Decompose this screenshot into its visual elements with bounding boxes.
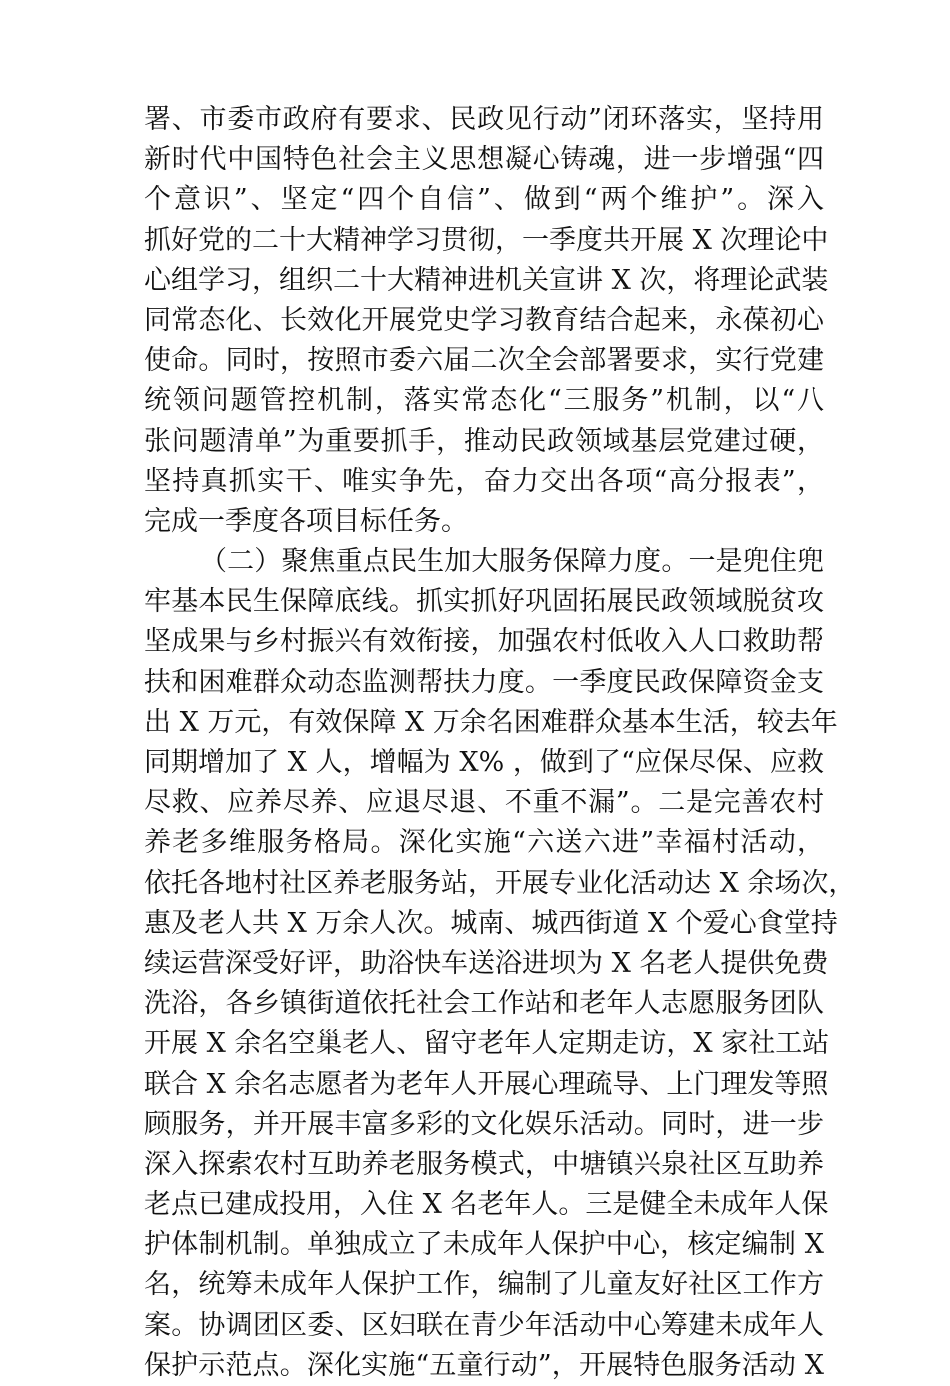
text-line: 惠及老人共 X 万余人次。城南、城西街道 X 个爱心食堂持 (144, 907, 838, 939)
text-line: 牢基本民生保障底线。抓实抓好巩固拓展民政领域脱贫攻 (144, 586, 824, 618)
document-body (144, 100, 856, 1386)
text-line: 开展 X 余名空巢老人、留守老年人定期走访，X 家社工站 (144, 1028, 830, 1060)
text-line: 抓好党的二十大精神学习贯彻，一季度共开展 X 次理论中 (144, 224, 829, 256)
text-line: 扶和困难群众动态监测帮扶力度。一季度民政保障资金支 (144, 666, 824, 698)
text-line: 护体制机制。单独成立了未成年人保护中心，核定编制 X (144, 1229, 824, 1261)
text-line: 坚成果与乡村振兴有效衔接，加强农村低收入人口救助帮 (144, 626, 824, 658)
text-line: 续运营深受好评，助浴快车送浴进坝为 X 名老人提供免费 (144, 947, 829, 979)
text-line: 统领问题管控机制，落实常态化“三服务”机制，以“八 (144, 385, 824, 417)
text-line: 老点已建成投用，入住 X 名老年人。三是健全未成年人保 (144, 1189, 829, 1221)
text-line: 完成一季度各项目标任务。 (144, 505, 468, 537)
text-line: 尽救、应养尽养、应退尽退、不重不漏”。二是完善农村 (144, 787, 824, 819)
text-line: 深入探索农村互助养老服务模式，中塘镇兴泉社区互助养 (144, 1148, 824, 1180)
text-line: 个意识”、坚定“四个自信”、做到“两个维护”。深入 (144, 184, 824, 216)
text-line: 同常态化、长效化开展党史学习教育结合起来，永葆初心 (144, 304, 824, 336)
text-line: 坚持真抓实干、唯实争先，奋力交出各项“高分报表”， (144, 465, 824, 497)
text-line: 保护示范点。深化实施“五童行动”，开展特色服务活动 X (144, 1349, 824, 1381)
text-line: 名，统筹未成年人保护工作，编制了儿童友好社区工作方 (144, 1269, 824, 1301)
text-line: 养老多维服务格局。深化实施“六送六进”幸福村活动， (144, 827, 824, 859)
text-line: 顾服务，并开展丰富多彩的文化娱乐活动。同时，进一步 (144, 1108, 824, 1140)
text-line: 署、市委市政府有要求、民政见行动”闭环落实，坚持用 (144, 104, 824, 135)
text-line: 同期增加了 X 人，增幅为 X% ，做到了“应保尽保、应救 (144, 747, 824, 778)
text-line: 依托各地村社区养老服务站，开展专业化活动达 X 余场次， (144, 867, 856, 899)
text-line: 洗浴，各乡镇街道依托社会工作站和老年人志愿服务团队 (144, 988, 824, 1020)
text-line: 张问题清单”为重要抓手，推动民政领域基层党建过硬， (144, 425, 824, 457)
text-line: 新时代中国特色社会主义思想凝心铸魂，进一步增强“四 (144, 144, 824, 176)
text-line: 使命。同时，按照市委六届二次全会部署要求，实行党建 (144, 345, 824, 377)
text-line: 联合 X 余名志愿者为老年人开展心理疏导、上门理发等照 (144, 1068, 829, 1100)
text-line: 出 X 万元，有效保障 X 万余名困难群众基本生活，较去年 (144, 706, 838, 738)
section-heading-line: （二）聚焦重点民生加大服务保障力度。一是兜住兜 (200, 546, 824, 578)
text-line: 案。协调团区委、区妇联在青少年活动中心筹建未成年人 (144, 1309, 824, 1341)
text-line: 心组学习，组织二十大精神进机关宣讲 X 次，将理论武装 (144, 264, 829, 296)
